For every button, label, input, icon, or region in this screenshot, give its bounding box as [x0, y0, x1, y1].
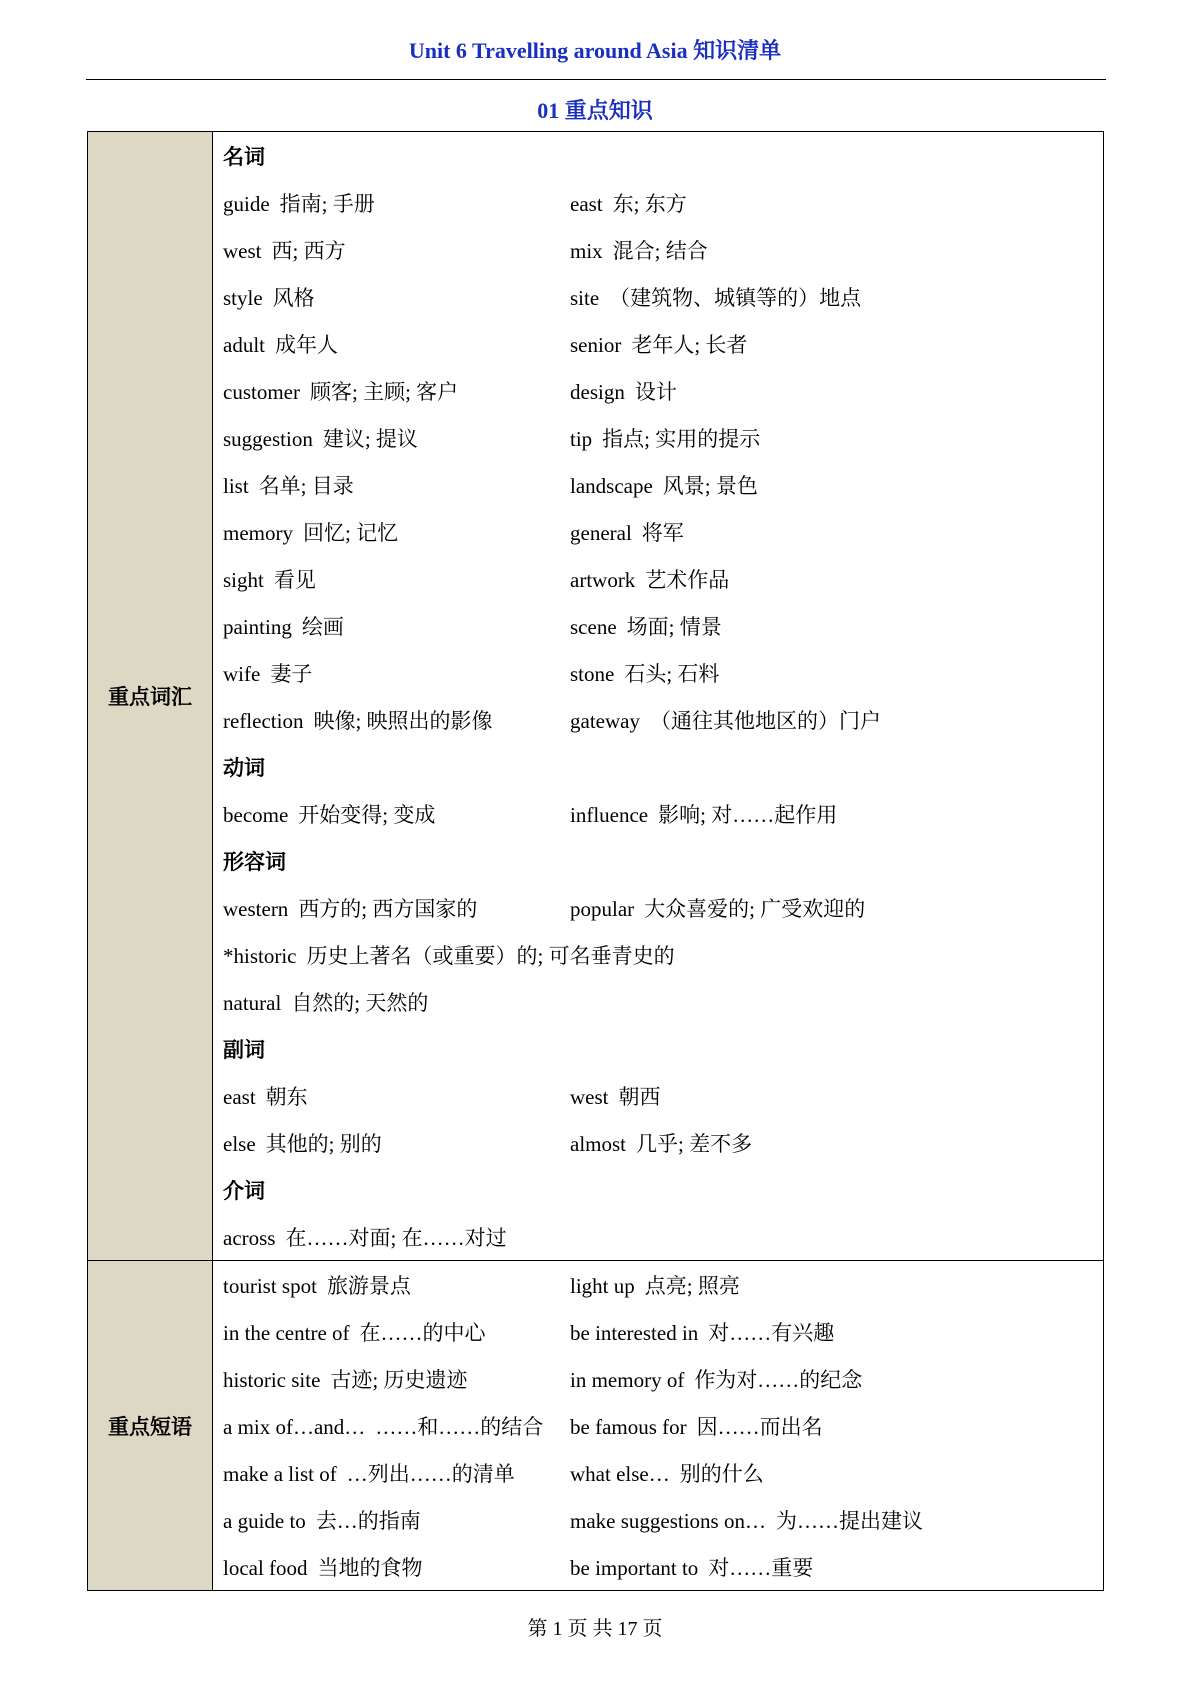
- phrase-content-cell: [213, 1261, 1104, 1591]
- entry-english: natural: [223, 990, 282, 1015]
- entry-english: reflection: [223, 708, 304, 733]
- entry-row: [213, 790, 1103, 837]
- entry-chinese: 场面; 情景: [626, 614, 722, 639]
- entry-chinese: 对……有兴趣: [708, 1320, 835, 1345]
- entry: [213, 799, 570, 829]
- entry-english: general: [570, 520, 632, 545]
- entry-chinese: 当地的食物: [317, 1555, 423, 1580]
- entry: [213, 940, 675, 970]
- entry: [213, 1364, 570, 1394]
- entry-chinese: 历史上著名（或重要）的; 可名垂青史的: [306, 943, 675, 968]
- entry-english: local food: [223, 1555, 308, 1580]
- entry-english: gateway: [570, 708, 640, 733]
- entry: [570, 423, 760, 453]
- entry-row: [213, 1261, 1103, 1308]
- entry-row: [213, 1308, 1103, 1355]
- entry-chinese: 朝西: [618, 1084, 661, 1109]
- entry: [213, 235, 570, 265]
- entry: [213, 987, 570, 1017]
- entry-chinese: 西; 西方: [271, 238, 346, 263]
- entry-chinese: 设计: [634, 379, 677, 404]
- entry-english: landscape: [570, 473, 653, 498]
- entry-english: style: [223, 285, 263, 310]
- entry: [570, 282, 861, 312]
- entry-english: west: [223, 238, 262, 263]
- entry: [570, 1128, 752, 1158]
- entry-english: be famous for: [570, 1414, 687, 1439]
- adjective-list: [213, 884, 1103, 1025]
- entry-chinese: 指点; 实用的提示: [602, 426, 761, 451]
- entry: [570, 1552, 813, 1582]
- entry: [570, 893, 865, 923]
- entry-english: sight: [223, 567, 264, 592]
- entry: [570, 1505, 923, 1535]
- entry-english: western: [223, 896, 289, 921]
- entry-row: [213, 179, 1103, 226]
- entry-english: light up: [570, 1273, 635, 1298]
- entry-english: *historic: [223, 943, 297, 968]
- entry: [570, 188, 687, 218]
- entry-row: [213, 461, 1103, 508]
- adjective-heading: 形容词: [223, 849, 286, 874]
- entry-english: painting: [223, 614, 292, 639]
- entry: [213, 423, 570, 453]
- preposition-heading: 介词: [223, 1178, 265, 1203]
- document-title: Unit 6 Travelling around Asia 知识清单: [408, 38, 782, 63]
- entry-row: [213, 273, 1103, 320]
- entry-row: [213, 602, 1103, 649]
- entry-chinese: 在……对面; 在……对过: [285, 1225, 507, 1250]
- phrase-section-row: [88, 1261, 1104, 1591]
- entry-row: [213, 414, 1103, 461]
- entry-row: [213, 978, 1103, 1025]
- entry-row: [213, 931, 1103, 978]
- entry: [213, 1222, 570, 1252]
- entry-chinese: （通往其他地区的）门户: [649, 708, 881, 733]
- entry-english: be interested in: [570, 1320, 699, 1345]
- entry-chinese: 其他的; 别的: [265, 1131, 382, 1156]
- entry-row: [213, 555, 1103, 602]
- entry-english: customer: [223, 379, 300, 404]
- entry-chinese: （建筑物、城镇等的）地点: [609, 285, 862, 310]
- entry-chinese: 在……的中心: [359, 1320, 486, 1345]
- entry: [213, 1081, 570, 1111]
- entry-chinese: 去…的指南: [315, 1508, 421, 1533]
- entry-english: site: [570, 285, 600, 310]
- entry-chinese: 看见: [273, 567, 316, 592]
- entry: [570, 1364, 862, 1394]
- entry-chinese: 回忆; 记忆: [302, 520, 399, 545]
- entry-chinese: 为……提出建议: [775, 1508, 923, 1533]
- entry: [570, 1411, 823, 1441]
- entry-english: list: [223, 473, 249, 498]
- knowledge-table: [87, 131, 1104, 1591]
- entry: [570, 564, 729, 594]
- entry-chinese: 别的什么: [679, 1461, 764, 1486]
- entry: [570, 1317, 834, 1347]
- entry-row: [213, 1213, 1103, 1260]
- entry: [570, 470, 758, 500]
- entry-row: [213, 1543, 1103, 1590]
- entry-english: memory: [223, 520, 293, 545]
- entry: [213, 188, 570, 218]
- entry: [213, 893, 570, 923]
- entry-chinese: 作为对……的纪念: [694, 1367, 863, 1392]
- entry-row: [213, 884, 1103, 931]
- section-heading: 01 重点知识: [537, 98, 653, 123]
- entry: [213, 658, 570, 688]
- entry: [213, 564, 570, 594]
- entry: [570, 799, 837, 829]
- entry: [570, 376, 677, 406]
- entry: [213, 517, 570, 547]
- entry-english: tip: [570, 426, 593, 451]
- entry: [213, 329, 570, 359]
- entry-english: historic site: [223, 1367, 321, 1392]
- entry: [213, 1317, 570, 1347]
- entry-row: [213, 1355, 1103, 1402]
- entry-english: in the centre of: [223, 1320, 350, 1345]
- entry-row: [213, 320, 1103, 367]
- entry: [213, 1552, 570, 1582]
- entry-chinese: 指南; 手册: [279, 191, 375, 216]
- entry: [570, 1458, 764, 1488]
- entry: [213, 1458, 570, 1488]
- entry-english: west: [570, 1084, 609, 1109]
- entry-chinese: 石头; 石料: [624, 661, 720, 686]
- entry-english: wife: [223, 661, 261, 686]
- entry-row: [213, 1449, 1103, 1496]
- entry-chinese: 建议; 提议: [322, 426, 418, 451]
- entry-row: [213, 226, 1103, 273]
- entry-chinese: 旅游景点: [326, 1273, 411, 1298]
- phrase-label: 重点短语: [108, 1414, 192, 1439]
- entry-chinese: 风景; 景色: [662, 473, 758, 498]
- vocab-label-cell: [88, 132, 213, 1261]
- entry-english: what else…: [570, 1461, 670, 1486]
- phrase-list: [213, 1261, 1103, 1590]
- entry: [570, 235, 708, 265]
- vocab-section-row: [88, 132, 1104, 1261]
- entry-row: [213, 649, 1103, 696]
- verb-list: [213, 790, 1103, 837]
- entry-english: influence: [570, 802, 649, 827]
- entry-chinese: 影响; 对……起作用: [658, 802, 838, 827]
- entry-english: mix: [570, 238, 603, 263]
- adverb-heading: 副词: [223, 1037, 265, 1062]
- entry-chinese: 名单; 目录: [258, 473, 354, 498]
- entry-english: tourist spot: [223, 1273, 317, 1298]
- entry-english: make suggestions on…: [570, 1508, 766, 1533]
- entry-row: [213, 1496, 1103, 1543]
- entry: [570, 705, 881, 735]
- entry-chinese: 古迹; 历史遗迹: [330, 1367, 468, 1392]
- entry: [213, 705, 570, 735]
- preposition-list: [213, 1213, 1103, 1260]
- entry-english: suggestion: [223, 426, 313, 451]
- entry-chinese: ……和……的结合: [375, 1414, 544, 1439]
- entry-chinese: 朝东: [265, 1084, 308, 1109]
- entry-english: else: [223, 1131, 256, 1156]
- entry-chinese: 因……而出名: [696, 1414, 823, 1439]
- entry-chinese: 大众喜爱的; 广受欢迎的: [644, 896, 866, 921]
- entry-english: guide: [223, 191, 270, 216]
- entry-chinese: 顾客; 主顾; 客户: [309, 379, 459, 404]
- vocab-content-cell: [213, 132, 1104, 1261]
- entry-chinese: …列出……的清单: [346, 1461, 515, 1486]
- entry-english: popular: [570, 896, 635, 921]
- entry-english: scene: [570, 614, 617, 639]
- entry-chinese: 映像; 映照出的影像: [313, 708, 493, 733]
- entry-english: make a list of: [223, 1461, 337, 1486]
- entry-english: be important to: [570, 1555, 699, 1580]
- entry-row: [213, 1402, 1103, 1449]
- phrase-label-cell: [88, 1261, 213, 1591]
- adverb-list: [213, 1072, 1103, 1166]
- entry-row: [213, 1119, 1103, 1166]
- entry-english: east: [570, 191, 603, 216]
- entry-chinese: 成年人: [275, 332, 338, 357]
- entry-english: in memory of: [570, 1367, 685, 1392]
- entry: [213, 282, 570, 312]
- entry-chinese: 对……重要: [708, 1555, 814, 1580]
- entry-english: a guide to: [223, 1508, 306, 1533]
- entry-chinese: 风格: [272, 285, 315, 310]
- page-number: 第 1 页 共 17 页: [527, 1618, 663, 1640]
- entry-english: adult: [223, 332, 265, 357]
- entry-chinese: 老年人; 长者: [631, 332, 748, 357]
- entry: [570, 658, 719, 688]
- entry-chinese: 混合; 结合: [612, 238, 708, 263]
- noun-list: [213, 179, 1103, 743]
- entry-english: east: [223, 1084, 256, 1109]
- entry-chinese: 艺术作品: [645, 567, 730, 592]
- entry: [213, 1411, 570, 1441]
- entry-english: design: [570, 379, 625, 404]
- entry-chinese: 妻子: [270, 661, 313, 686]
- entry-row: [213, 696, 1103, 743]
- entry-english: become: [223, 802, 289, 827]
- entry-chinese: 自然的; 天然的: [291, 990, 429, 1015]
- entry: [213, 1270, 570, 1300]
- entry-row: [213, 367, 1103, 414]
- vocab-label: 重点词汇: [108, 685, 192, 709]
- entry-chinese: 东; 东方: [612, 191, 687, 216]
- entry-chinese: 开始变得; 变成: [298, 802, 436, 827]
- entry-chinese: 几乎; 差不多: [636, 1131, 753, 1156]
- entry: [570, 1270, 740, 1300]
- entry-english: senior: [570, 332, 622, 357]
- entry: [570, 1081, 661, 1111]
- entry-row: [213, 1072, 1103, 1119]
- entry-english: almost: [570, 1131, 626, 1156]
- noun-heading: 名词: [223, 144, 265, 169]
- entry: [570, 517, 684, 547]
- entry: [570, 329, 747, 359]
- entry: [213, 470, 570, 500]
- entry: [213, 611, 570, 641]
- entry-english: across: [223, 1225, 276, 1250]
- entry-english: stone: [570, 661, 615, 686]
- entry-row: [213, 508, 1103, 555]
- entry-english: artwork: [570, 567, 636, 592]
- entry: [570, 611, 722, 641]
- entry: [213, 1128, 570, 1158]
- entry: [213, 376, 570, 406]
- title-divider: [86, 79, 1106, 80]
- entry-chinese: 点亮; 照亮: [644, 1273, 740, 1298]
- entry-chinese: 西方的; 西方国家的: [298, 896, 478, 921]
- entry-english: a mix of…and…: [223, 1414, 366, 1439]
- entry-chinese: 绘画: [301, 614, 344, 639]
- entry-chinese: 将军: [641, 520, 684, 545]
- verb-heading: 动词: [223, 755, 265, 780]
- entry: [213, 1505, 570, 1535]
